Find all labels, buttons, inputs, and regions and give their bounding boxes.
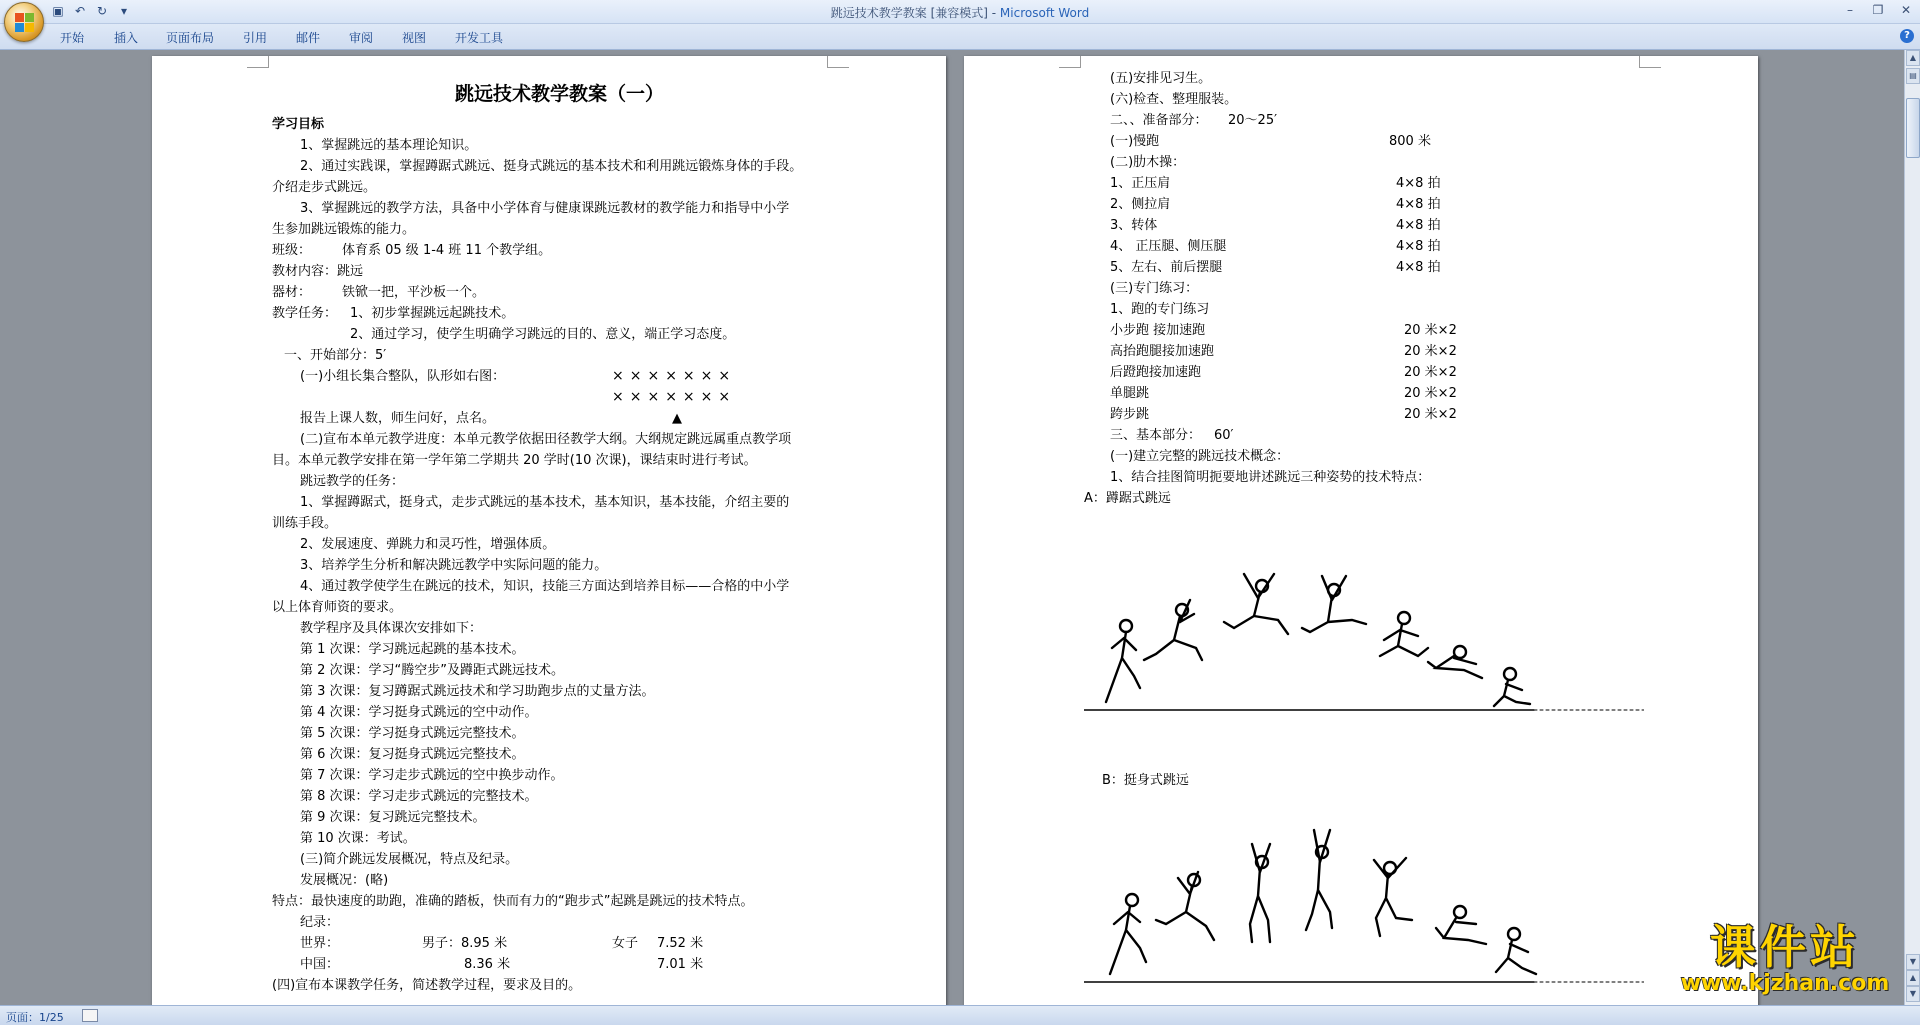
- lesson-item: 第 1 次课：学习跳远起跳的基本技术。: [300, 642, 525, 657]
- world-women: 7.52 米: [657, 936, 704, 951]
- china-label: 中国：: [300, 957, 340, 972]
- exercise-count: 4×8 拍: [1396, 239, 1441, 254]
- basic-heading: [1084, 425, 1644, 446]
- next-page-icon[interactable]: ▼: [1906, 986, 1920, 1002]
- figure-squat-jump[interactable]: [1084, 530, 1644, 728]
- class-line: [272, 240, 847, 261]
- equip-label: 器材：: [272, 285, 312, 300]
- exercise-row: [1084, 257, 1644, 278]
- blank-line: [1084, 749, 1644, 770]
- heading-goals: 学习目标: [272, 117, 325, 132]
- figure-a-caption: A：蹲踞式跳远: [1084, 491, 1171, 506]
- formation-text: (一)小组长集合整队，队形如右图：: [300, 369, 506, 384]
- scroll-thumb[interactable]: [1906, 98, 1920, 158]
- paragraph: (二)宣布本单元教学进度：本单元教学依据田径教学大纲。大纲规定跳远属重点教学项: [300, 432, 792, 447]
- prep-time: 20～25′: [1228, 113, 1278, 128]
- equipment-line: [272, 282, 847, 303]
- paragraph: (三)简介跳远发展概况，特点及纪录。: [300, 852, 519, 867]
- watermark-title: 课件站: [1710, 920, 1860, 974]
- scroll-down-icon[interactable]: ▼: [1906, 954, 1920, 970]
- paragraph: (六)检查、整理服装。: [1110, 92, 1238, 107]
- drill-row: [1084, 320, 1644, 341]
- proofing-icon[interactable]: [82, 1009, 98, 1022]
- paragraph: 3、掌握跳远的教学方法，具备中小学体育与健康课跳远教材的教学能力和指导中小学: [300, 201, 790, 216]
- paragraph: 以上体育师资的要求。: [272, 600, 403, 615]
- document-title: 跳远技术教学教案 [兼容模式] -: [830, 6, 1000, 20]
- paragraph: 1、掌握蹲踞式，挺身式，走步式跳远的基本技术，基本知识，基本技能，介绍主要的: [300, 495, 790, 510]
- figure-hang-jump[interactable]: [1084, 812, 1644, 990]
- exercise-name: 2、侧拉肩: [1110, 197, 1171, 212]
- lesson-item: 第 3 次课：复习蹲踞式跳远技术和学习助跑步点的丈量方法。: [300, 684, 655, 699]
- formation-row-2: ×××××××: [612, 389, 737, 405]
- status-bar: [0, 1005, 1920, 1025]
- paragraph: 介绍走步式跳远。: [272, 180, 377, 195]
- lesson-item: 第 5 次课：学习挺身式跳远完整技术。: [300, 726, 525, 741]
- vertical-scrollbar[interactable]: [1904, 50, 1920, 1005]
- window-controls: [1836, 0, 1920, 20]
- lesson-item: 第 6 次课：复习挺身式跳远完整技术。: [300, 747, 525, 762]
- lesson-item: 第 8 次课：学习走步式跳远的完整技术。: [300, 789, 538, 804]
- basic-time: 60′: [1214, 428, 1234, 443]
- drill-name: 跨步跳: [1110, 407, 1150, 422]
- window-title: [0, 4, 1920, 21]
- task-line: [272, 303, 847, 324]
- close-icon[interactable]: ✕: [1900, 3, 1912, 17]
- paragraph: 生参加跳远锻炼的能力。: [272, 222, 416, 237]
- jog-line: [1084, 131, 1644, 152]
- customize-qat-icon[interactable]: ▾: [120, 4, 128, 18]
- paragraph: 训练手段。: [272, 516, 338, 531]
- paragraph: 3、培养学生分析和解决跳远教学中实际问题的能力。: [300, 558, 608, 573]
- lesson-item: 第 7 次课：学习走步式跳远的空中换步动作。: [300, 768, 564, 783]
- paragraph: (四)宣布本课教学任务，简述教学过程，要求及目的。: [272, 978, 582, 993]
- paragraph: 1、结合挂图简明扼要地讲述跳远三种姿势的技术特点：: [1110, 470, 1431, 485]
- paragraph: 目。本单元教学安排在第一学年第二学期共 20 学时(10 次课)，课结束时进行考试。: [272, 453, 757, 468]
- task-label: 教学任务：: [272, 306, 338, 321]
- doc-title: 跳远技术教学教案（一）: [454, 83, 664, 105]
- exercise-count: 4×8 拍: [1396, 176, 1441, 191]
- restore-icon[interactable]: ❐: [1872, 3, 1884, 17]
- drill-value: 20 米×2: [1404, 344, 1457, 359]
- world-women-label: 女子: [612, 936, 639, 951]
- page-1[interactable]: [152, 56, 946, 1005]
- drill-row: [1084, 362, 1644, 383]
- jog-label: (一)慢跑: [1110, 134, 1160, 149]
- formation-line: [272, 366, 847, 387]
- record-china: [272, 954, 847, 975]
- world-men: 男子：8.95 米: [422, 936, 508, 951]
- exercise-count: 4×8 拍: [1396, 260, 1441, 275]
- class-value: 体育系 05 级 1-4 班 11 个教学组。: [342, 243, 552, 258]
- paragraph: (三)专门练习：: [1110, 281, 1199, 296]
- jog-value: 800 米: [1389, 134, 1431, 149]
- scroll-up-icon[interactable]: ▲: [1906, 50, 1920, 66]
- exercise-name: 5、左右、前后摆腿: [1110, 260, 1223, 275]
- paragraph: (二)肋木操：: [1110, 155, 1186, 170]
- china-men: 8.36 米: [464, 957, 511, 972]
- paragraph: 发展概况：(略): [300, 873, 389, 888]
- exercise-count: 4×8 拍: [1396, 197, 1441, 212]
- ruler-toggle-icon[interactable]: ▤: [1906, 68, 1920, 84]
- margin-corner: [827, 56, 849, 68]
- formation-row-1: ×××××××: [612, 368, 737, 384]
- minimize-icon[interactable]: –: [1847, 3, 1853, 17]
- tab-references[interactable]: 引用: [243, 31, 268, 45]
- drill-name: 高抬跑腿接加速跑: [1110, 344, 1215, 359]
- drill-value: 20 米×2: [1404, 365, 1457, 380]
- china-women: 7.01 米: [657, 957, 704, 972]
- lesson-item: 第 2 次课：学习“腾空步”及蹲距式跳远技术。: [300, 663, 565, 678]
- prep-label: 二、、准备部分：: [1110, 113, 1208, 128]
- hang-jump-illustration: [1084, 812, 1644, 990]
- world-label: 世界：: [300, 936, 340, 951]
- office-logo-icon: [15, 13, 35, 33]
- paragraph: 跳远教学的任务：: [300, 474, 405, 489]
- drill-name: 小步跑 接加速跑: [1110, 323, 1206, 338]
- tab-home[interactable]: 开始: [60, 31, 85, 45]
- paragraph: 4、通过教学使学生在跳远的技术，知识，技能三方面达到培养目标——合格的中小学: [300, 579, 790, 594]
- paragraph: 纪录：: [300, 915, 340, 930]
- paragraph: 教学程序及具体课次安排如下：: [300, 621, 483, 636]
- paragraph: 1、掌握跳远的基本理论知识。: [300, 138, 478, 153]
- watermark-url: www.kjzhan.com: [1680, 971, 1890, 996]
- paragraph: 特点：最快速度的助跑，准确的踏板，快而有力的“跑步式”起跳是跳远的技术特点。: [272, 894, 754, 909]
- section-heading: 一、开始部分：5′: [284, 348, 387, 363]
- prev-page-icon[interactable]: ▲: [1906, 970, 1920, 986]
- squat-jump-illustration: [1084, 530, 1644, 728]
- watermark-logo: [1660, 922, 1910, 996]
- report-line: [272, 408, 847, 429]
- blank-line: [1084, 509, 1644, 530]
- record-world: [272, 933, 847, 954]
- drill-name: 单腿跳: [1110, 386, 1150, 401]
- content-line: 教材内容：跳远: [272, 264, 364, 279]
- drill-value: 20 米×2: [1404, 323, 1457, 338]
- basic-label: 三、基本部分：: [1110, 428, 1202, 443]
- teacher-position-icon: ▲: [672, 411, 682, 426]
- exercise-count: 4×8 拍: [1396, 218, 1441, 233]
- tab-review[interactable]: 审阅: [349, 31, 374, 45]
- drill-row: [1084, 404, 1644, 425]
- help-icon[interactable]: ?: [1900, 29, 1914, 43]
- equip-value: 铁锨一把，平沙板一个。: [342, 285, 486, 300]
- page-2[interactable]: [964, 56, 1758, 1005]
- margin-corner: [247, 56, 269, 68]
- paragraph: 2、发展速度、弹跳力和灵巧性，增强体质。: [300, 537, 556, 552]
- tab-view[interactable]: 视图: [402, 31, 427, 45]
- tab-developer[interactable]: 开发工具: [455, 31, 504, 45]
- exercise-row: [1084, 215, 1644, 236]
- exercise-name: 1、正压肩: [1110, 176, 1171, 191]
- drill-row: [1084, 383, 1644, 404]
- blank-line: [1084, 728, 1644, 749]
- redo-icon[interactable]: ↻: [96, 4, 108, 18]
- lesson-item: 第 10 次课：考试。: [300, 831, 416, 846]
- formation-line-2: [272, 387, 847, 408]
- drill-name: 后蹬跑接加速跑: [1110, 365, 1202, 380]
- lesson-item: 第 9 次课：复习跳远完整技术。: [300, 810, 486, 825]
- page-count[interactable]: 页面：1/25: [6, 1011, 64, 1024]
- task-1: 1、初步掌握跳远起跳技术。: [350, 306, 515, 321]
- paragraph: (一)建立完整的跳远技术概念：: [1110, 449, 1290, 464]
- report-text: 报告上课人数，师生问好，点名。: [300, 411, 496, 426]
- tab-insert[interactable]: 插入: [114, 31, 139, 45]
- margin-corner: [1059, 56, 1081, 68]
- drill-value: 20 米×2: [1404, 386, 1457, 401]
- exercise-row: [1084, 173, 1644, 194]
- class-label: 班级：: [272, 243, 312, 258]
- exercise-name: 3、转体: [1110, 218, 1158, 233]
- ribbon-tabs: [0, 24, 1920, 50]
- blank-line: [1084, 791, 1644, 812]
- title-bar: [0, 0, 1920, 24]
- prep-heading: [1084, 110, 1644, 131]
- exercise-row: [1084, 194, 1644, 215]
- margin-corner: [1639, 56, 1661, 68]
- paragraph: 1、跑的专门练习: [1110, 302, 1210, 317]
- paragraph: (五)安排见习生。: [1110, 71, 1212, 86]
- tab-mailings[interactable]: 邮件: [296, 31, 321, 45]
- task-2: 2、通过学习，使学生明确学习跳远的目的、意义，端正学习态度。: [350, 327, 736, 342]
- page-1-text: [272, 74, 847, 996]
- office-button[interactable]: [4, 2, 44, 42]
- page-2-text: [1084, 68, 1644, 990]
- undo-icon[interactable]: ↶: [74, 4, 86, 18]
- lesson-item: 第 4 次课：学习挺身式跳远的空中动作。: [300, 705, 538, 720]
- drill-value: 20 米×2: [1404, 407, 1457, 422]
- tab-page-layout[interactable]: 页面布局: [166, 31, 215, 45]
- app-name: Microsoft Word: [999, 6, 1090, 20]
- exercise-name: 4、 正压腿、侧压腿: [1110, 239, 1227, 254]
- figure-b-caption: B：挺身式跳远: [1102, 773, 1189, 788]
- drill-row: [1084, 341, 1644, 362]
- document-area: [0, 50, 1904, 1005]
- save-icon[interactable]: ▣: [52, 4, 64, 18]
- exercise-row: [1084, 236, 1644, 257]
- paragraph: 2、通过实践课，掌握蹲踞式跳远、挺身式跳远的基本技术和利用跳远锻炼身体的手段。: [300, 159, 803, 174]
